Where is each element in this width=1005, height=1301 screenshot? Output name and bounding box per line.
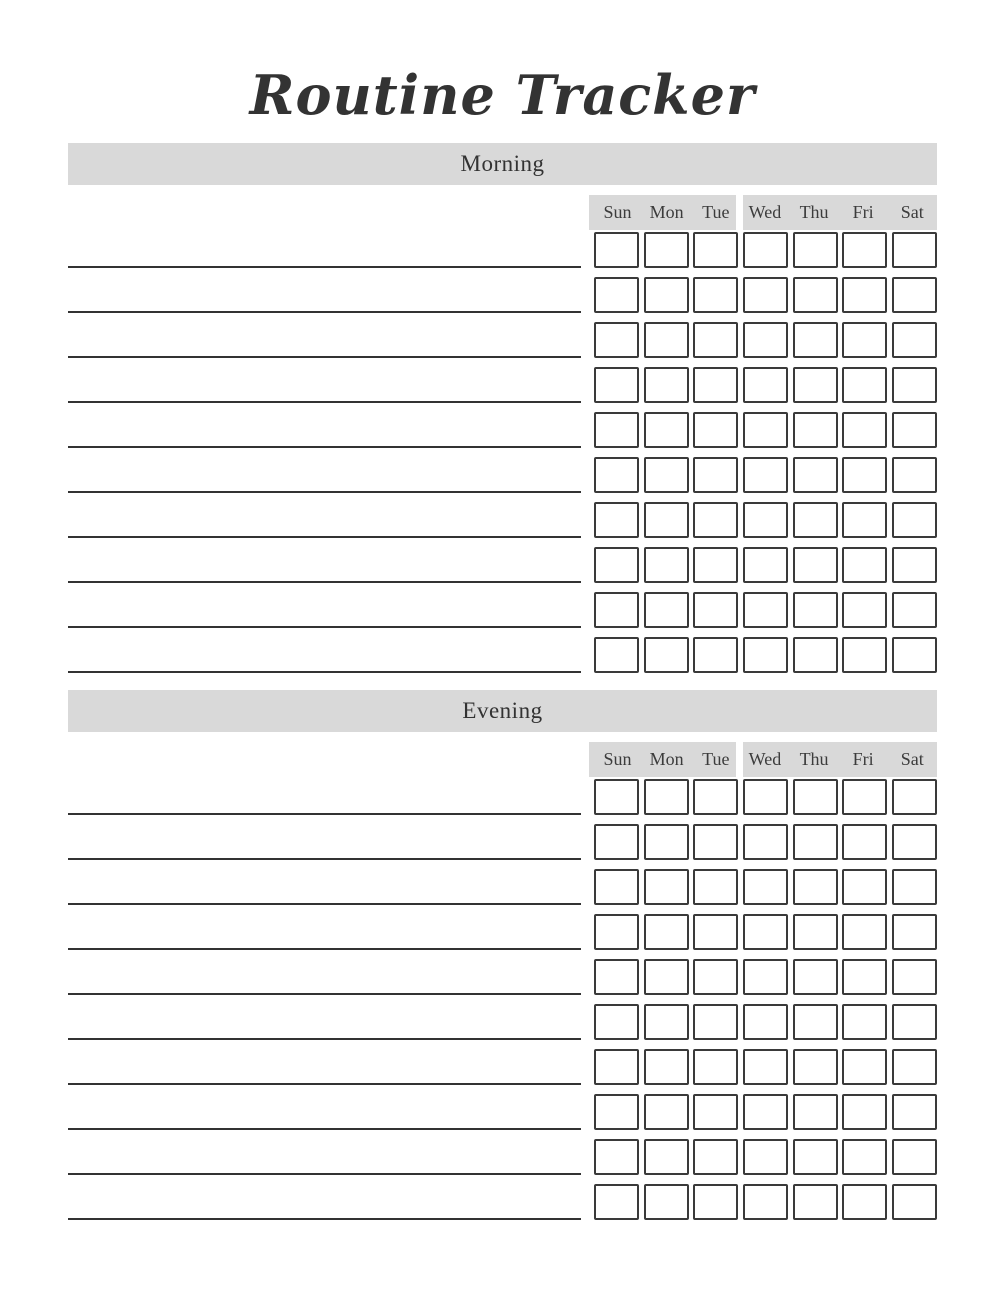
routine-row xyxy=(68,637,937,673)
day-header xyxy=(589,195,937,230)
checkbox-mon[interactable] xyxy=(644,959,689,995)
checkbox-thu[interactable] xyxy=(793,277,838,313)
checkbox-tue[interactable] xyxy=(693,232,738,268)
checkbox-wed[interactable] xyxy=(743,277,788,313)
checkbox-wed[interactable] xyxy=(743,1094,788,1130)
checkbox-fri[interactable] xyxy=(842,824,887,860)
routine-rows xyxy=(68,232,937,673)
checkbox-mon[interactable] xyxy=(644,637,689,673)
routine-row xyxy=(68,1139,937,1175)
checkbox-sun[interactable] xyxy=(594,1049,639,1085)
routine-name-line[interactable] xyxy=(68,277,581,313)
checkbox-sat[interactable] xyxy=(892,232,937,268)
checkbox-row xyxy=(589,869,937,905)
checkbox-sun[interactable] xyxy=(594,412,639,448)
checkbox-mon[interactable] xyxy=(644,1049,689,1085)
checkbox-fri[interactable] xyxy=(842,779,887,815)
checkbox-fri[interactable] xyxy=(842,277,887,313)
checkbox-fri[interactable] xyxy=(842,1094,887,1130)
checkbox-fri[interactable] xyxy=(842,322,887,358)
routine-name-line[interactable] xyxy=(68,824,581,860)
section-title: Evening xyxy=(462,698,543,723)
routine-name-line[interactable] xyxy=(68,367,581,403)
checkbox-mon[interactable] xyxy=(644,592,689,628)
checkbox-mon[interactable] xyxy=(644,547,689,583)
checkbox-row xyxy=(589,277,937,313)
routine-row xyxy=(68,547,937,583)
routine-row xyxy=(68,959,937,995)
checkbox-row xyxy=(589,322,937,358)
page-title: Routine Tracker xyxy=(249,63,756,127)
day-label-wed: Wed xyxy=(748,202,782,222)
checkbox-mon[interactable] xyxy=(644,412,689,448)
checkbox-tue[interactable] xyxy=(693,869,738,905)
checkbox-mon[interactable] xyxy=(644,232,689,268)
checkbox-tue[interactable] xyxy=(693,502,738,538)
checkbox-thu[interactable] xyxy=(793,637,838,673)
checkbox-sat[interactable] xyxy=(892,1094,937,1130)
routine-name-line[interactable] xyxy=(68,1139,581,1175)
routine-name-line[interactable] xyxy=(68,1004,581,1040)
checkbox-sat[interactable] xyxy=(892,914,937,950)
checkbox-wed[interactable] xyxy=(743,322,788,358)
checkbox-mon[interactable] xyxy=(644,1004,689,1040)
routine-row xyxy=(68,592,937,628)
day-label-mon: Mon xyxy=(649,202,684,222)
checkbox-sun[interactable] xyxy=(594,1094,639,1130)
day-label-thu: Thu xyxy=(799,749,829,769)
checkbox-tue[interactable] xyxy=(693,779,738,815)
checkbox-tue[interactable] xyxy=(693,637,738,673)
checkbox-sun[interactable] xyxy=(594,1139,639,1175)
section-header-bar xyxy=(68,143,937,185)
checkbox-fri[interactable] xyxy=(842,914,887,950)
checkbox-wed[interactable] xyxy=(743,1139,788,1175)
checkbox-wed[interactable] xyxy=(743,959,788,995)
checkbox-wed[interactable] xyxy=(743,824,788,860)
checkbox-mon[interactable] xyxy=(644,1184,689,1220)
checkbox-row xyxy=(589,412,937,448)
checkbox-fri[interactable] xyxy=(842,1139,887,1175)
checkbox-sat[interactable] xyxy=(892,367,937,403)
checkbox-mon[interactable] xyxy=(644,1139,689,1175)
checkbox-mon[interactable] xyxy=(644,502,689,538)
checkbox-wed[interactable] xyxy=(743,457,788,493)
routine-row xyxy=(68,1094,937,1130)
checkbox-mon[interactable] xyxy=(644,457,689,493)
checkbox-sun[interactable] xyxy=(594,824,639,860)
checkbox-thu[interactable] xyxy=(793,1049,838,1085)
sections-container xyxy=(68,143,937,1220)
checkbox-thu[interactable] xyxy=(793,914,838,950)
routine-name-line[interactable] xyxy=(68,322,581,358)
checkbox-wed[interactable] xyxy=(743,1049,788,1085)
day-label-sat: Sat xyxy=(900,749,924,769)
checkbox-row xyxy=(589,1139,937,1175)
routine-row xyxy=(68,779,937,815)
checkbox-tue[interactable] xyxy=(693,1139,738,1175)
checkbox-sat[interactable] xyxy=(892,1139,937,1175)
day-label-thu: Thu xyxy=(799,202,829,222)
checkbox-wed[interactable] xyxy=(743,914,788,950)
checkbox-tue[interactable] xyxy=(693,1004,738,1040)
routine-name-line[interactable] xyxy=(68,412,581,448)
checkbox-fri[interactable] xyxy=(842,1004,887,1040)
checkbox-fri[interactable] xyxy=(842,547,887,583)
checkbox-thu[interactable] xyxy=(793,457,838,493)
checkbox-sun[interactable] xyxy=(594,502,639,538)
checkbox-sun[interactable] xyxy=(594,1004,639,1040)
checkbox-sun[interactable] xyxy=(594,959,639,995)
checkbox-thu[interactable] xyxy=(793,779,838,815)
routine-row xyxy=(68,824,937,860)
routine-row xyxy=(68,1184,937,1220)
checkbox-mon[interactable] xyxy=(644,914,689,950)
checkbox-fri[interactable] xyxy=(842,502,887,538)
checkbox-sun[interactable] xyxy=(594,322,639,358)
checkbox-row xyxy=(589,824,937,860)
checkbox-row xyxy=(589,637,937,673)
checkbox-tue[interactable] xyxy=(693,412,738,448)
checkbox-sat[interactable] xyxy=(892,824,937,860)
routine-row xyxy=(68,502,937,538)
checkbox-thu[interactable] xyxy=(793,959,838,995)
checkbox-fri[interactable] xyxy=(842,637,887,673)
checkbox-tue[interactable] xyxy=(693,824,738,860)
checkbox-row xyxy=(589,232,937,268)
routine-name-line[interactable] xyxy=(68,869,581,905)
checkbox-row xyxy=(589,1094,937,1130)
checkbox-thu[interactable] xyxy=(793,1139,838,1175)
checkbox-sun[interactable] xyxy=(594,277,639,313)
routine-row xyxy=(68,277,937,313)
checkbox-fri[interactable] xyxy=(842,232,887,268)
checkbox-fri[interactable] xyxy=(842,1049,887,1085)
section-morning xyxy=(68,143,937,673)
routine-row xyxy=(68,367,937,403)
day-label-mon: Mon xyxy=(649,749,684,769)
checkbox-sat[interactable] xyxy=(892,779,937,815)
routine-row xyxy=(68,457,937,493)
day-label-sun: Sun xyxy=(603,202,632,222)
checkbox-row xyxy=(589,1004,937,1040)
routine-name-line[interactable] xyxy=(68,592,581,628)
checkbox-thu[interactable] xyxy=(793,322,838,358)
routine-name-line[interactable] xyxy=(68,959,581,995)
day-label-wed: Wed xyxy=(748,749,782,769)
checkbox-sun[interactable] xyxy=(594,592,639,628)
day-header-row xyxy=(68,195,937,230)
checkbox-tue[interactable] xyxy=(693,322,738,358)
checkbox-thu[interactable] xyxy=(793,412,838,448)
checkbox-row xyxy=(589,592,937,628)
checkbox-fri[interactable] xyxy=(842,1184,887,1220)
checkbox-fri[interactable] xyxy=(842,412,887,448)
checkbox-tue[interactable] xyxy=(693,367,738,403)
checkbox-mon[interactable] xyxy=(644,779,689,815)
checkbox-row xyxy=(589,914,937,950)
checkbox-tue[interactable] xyxy=(693,1049,738,1085)
checkbox-sun[interactable] xyxy=(594,1184,639,1220)
day-label-fri: Fri xyxy=(852,202,874,222)
routine-name-line[interactable] xyxy=(68,779,581,815)
checkbox-sat[interactable] xyxy=(892,637,937,673)
checkbox-thu[interactable] xyxy=(793,1004,838,1040)
checkbox-thu[interactable] xyxy=(793,502,838,538)
checkbox-sat[interactable] xyxy=(892,502,937,538)
routine-row xyxy=(68,232,937,268)
checkbox-sun[interactable] xyxy=(594,637,639,673)
routine-name-line[interactable] xyxy=(68,232,581,268)
checkbox-sun[interactable] xyxy=(594,779,639,815)
checkbox-wed[interactable] xyxy=(743,1004,788,1040)
checkbox-row xyxy=(589,779,937,815)
routine-name-line[interactable] xyxy=(68,1049,581,1085)
checkbox-wed[interactable] xyxy=(743,412,788,448)
checkbox-thu[interactable] xyxy=(793,367,838,403)
day-header-row xyxy=(68,742,937,777)
checkbox-sat[interactable] xyxy=(892,457,937,493)
checkbox-wed[interactable] xyxy=(743,779,788,815)
checkbox-wed[interactable] xyxy=(743,232,788,268)
checkbox-tue[interactable] xyxy=(693,959,738,995)
routine-name-line[interactable] xyxy=(68,1094,581,1130)
checkbox-wed[interactable] xyxy=(743,502,788,538)
checkbox-mon[interactable] xyxy=(644,1094,689,1130)
checkbox-row xyxy=(589,457,937,493)
checkbox-sun[interactable] xyxy=(594,869,639,905)
checkbox-sat[interactable] xyxy=(892,1004,937,1040)
checkbox-sat[interactable] xyxy=(892,592,937,628)
day-label-fri: Fri xyxy=(852,749,874,769)
routine-row xyxy=(68,412,937,448)
checkbox-wed[interactable] xyxy=(743,869,788,905)
routine-row xyxy=(68,322,937,358)
section-evening xyxy=(68,690,937,1220)
checkbox-sat[interactable] xyxy=(892,412,937,448)
checkbox-row xyxy=(589,1184,937,1220)
checkbox-fri[interactable] xyxy=(842,367,887,403)
section-header-bar xyxy=(68,690,937,732)
checkbox-fri[interactable] xyxy=(842,457,887,493)
checkbox-wed[interactable] xyxy=(743,592,788,628)
checkbox-fri[interactable] xyxy=(842,959,887,995)
checkbox-tue[interactable] xyxy=(693,547,738,583)
checkbox-sun[interactable] xyxy=(594,914,639,950)
day-label-tue: Tue xyxy=(702,202,730,222)
checkbox-tue[interactable] xyxy=(693,277,738,313)
checkbox-sat[interactable] xyxy=(892,869,937,905)
checkbox-sun[interactable] xyxy=(594,232,639,268)
checkbox-tue[interactable] xyxy=(693,592,738,628)
checkbox-row xyxy=(589,1049,937,1085)
checkbox-tue[interactable] xyxy=(693,1094,738,1130)
checkbox-fri[interactable] xyxy=(842,592,887,628)
checkbox-sun[interactable] xyxy=(594,367,639,403)
checkbox-mon[interactable] xyxy=(644,277,689,313)
checkbox-wed[interactable] xyxy=(743,637,788,673)
checkbox-thu[interactable] xyxy=(793,1184,838,1220)
checkbox-sat[interactable] xyxy=(892,1184,937,1220)
checkbox-sat[interactable] xyxy=(892,1049,937,1085)
section-title: Morning xyxy=(460,151,545,176)
checkbox-mon[interactable] xyxy=(644,869,689,905)
checkbox-thu[interactable] xyxy=(793,592,838,628)
checkbox-thu[interactable] xyxy=(793,869,838,905)
routine-rows xyxy=(68,779,937,1220)
checkbox-sun[interactable] xyxy=(594,457,639,493)
routine-name-line[interactable] xyxy=(68,637,581,673)
checkbox-tue[interactable] xyxy=(693,457,738,493)
checkbox-tue[interactable] xyxy=(693,914,738,950)
checkbox-sat[interactable] xyxy=(892,959,937,995)
checkbox-tue[interactable] xyxy=(693,1184,738,1220)
day-label-sat: Sat xyxy=(900,202,924,222)
checkbox-sat[interactable] xyxy=(892,322,937,358)
routine-row xyxy=(68,1004,937,1040)
checkbox-fri[interactable] xyxy=(842,869,887,905)
routine-row xyxy=(68,1049,937,1085)
day-header xyxy=(589,742,937,777)
checkbox-mon[interactable] xyxy=(644,367,689,403)
routine-name-line[interactable] xyxy=(68,1184,581,1220)
routine-name-line[interactable] xyxy=(68,502,581,538)
routine-name-line[interactable] xyxy=(68,914,581,950)
routine-name-line[interactable] xyxy=(68,547,581,583)
checkbox-thu[interactable] xyxy=(793,547,838,583)
checkbox-sun[interactable] xyxy=(594,547,639,583)
checkbox-wed[interactable] xyxy=(743,547,788,583)
routine-row xyxy=(68,869,937,905)
checkbox-thu[interactable] xyxy=(793,1094,838,1130)
checkbox-sat[interactable] xyxy=(892,547,937,583)
checkbox-mon[interactable] xyxy=(644,824,689,860)
checkbox-row xyxy=(589,547,937,583)
checkbox-wed[interactable] xyxy=(743,367,788,403)
routine-name-line[interactable] xyxy=(68,457,581,493)
checkbox-thu[interactable] xyxy=(793,824,838,860)
day-label-sun: Sun xyxy=(603,749,632,769)
checkbox-row xyxy=(589,959,937,995)
day-label-tue: Tue xyxy=(702,749,730,769)
checkbox-sat[interactable] xyxy=(892,277,937,313)
routine-row xyxy=(68,914,937,950)
checkbox-row xyxy=(589,502,937,538)
checkbox-row xyxy=(589,367,937,403)
checkbox-mon[interactable] xyxy=(644,322,689,358)
checkbox-thu[interactable] xyxy=(793,232,838,268)
checkbox-wed[interactable] xyxy=(743,1184,788,1220)
